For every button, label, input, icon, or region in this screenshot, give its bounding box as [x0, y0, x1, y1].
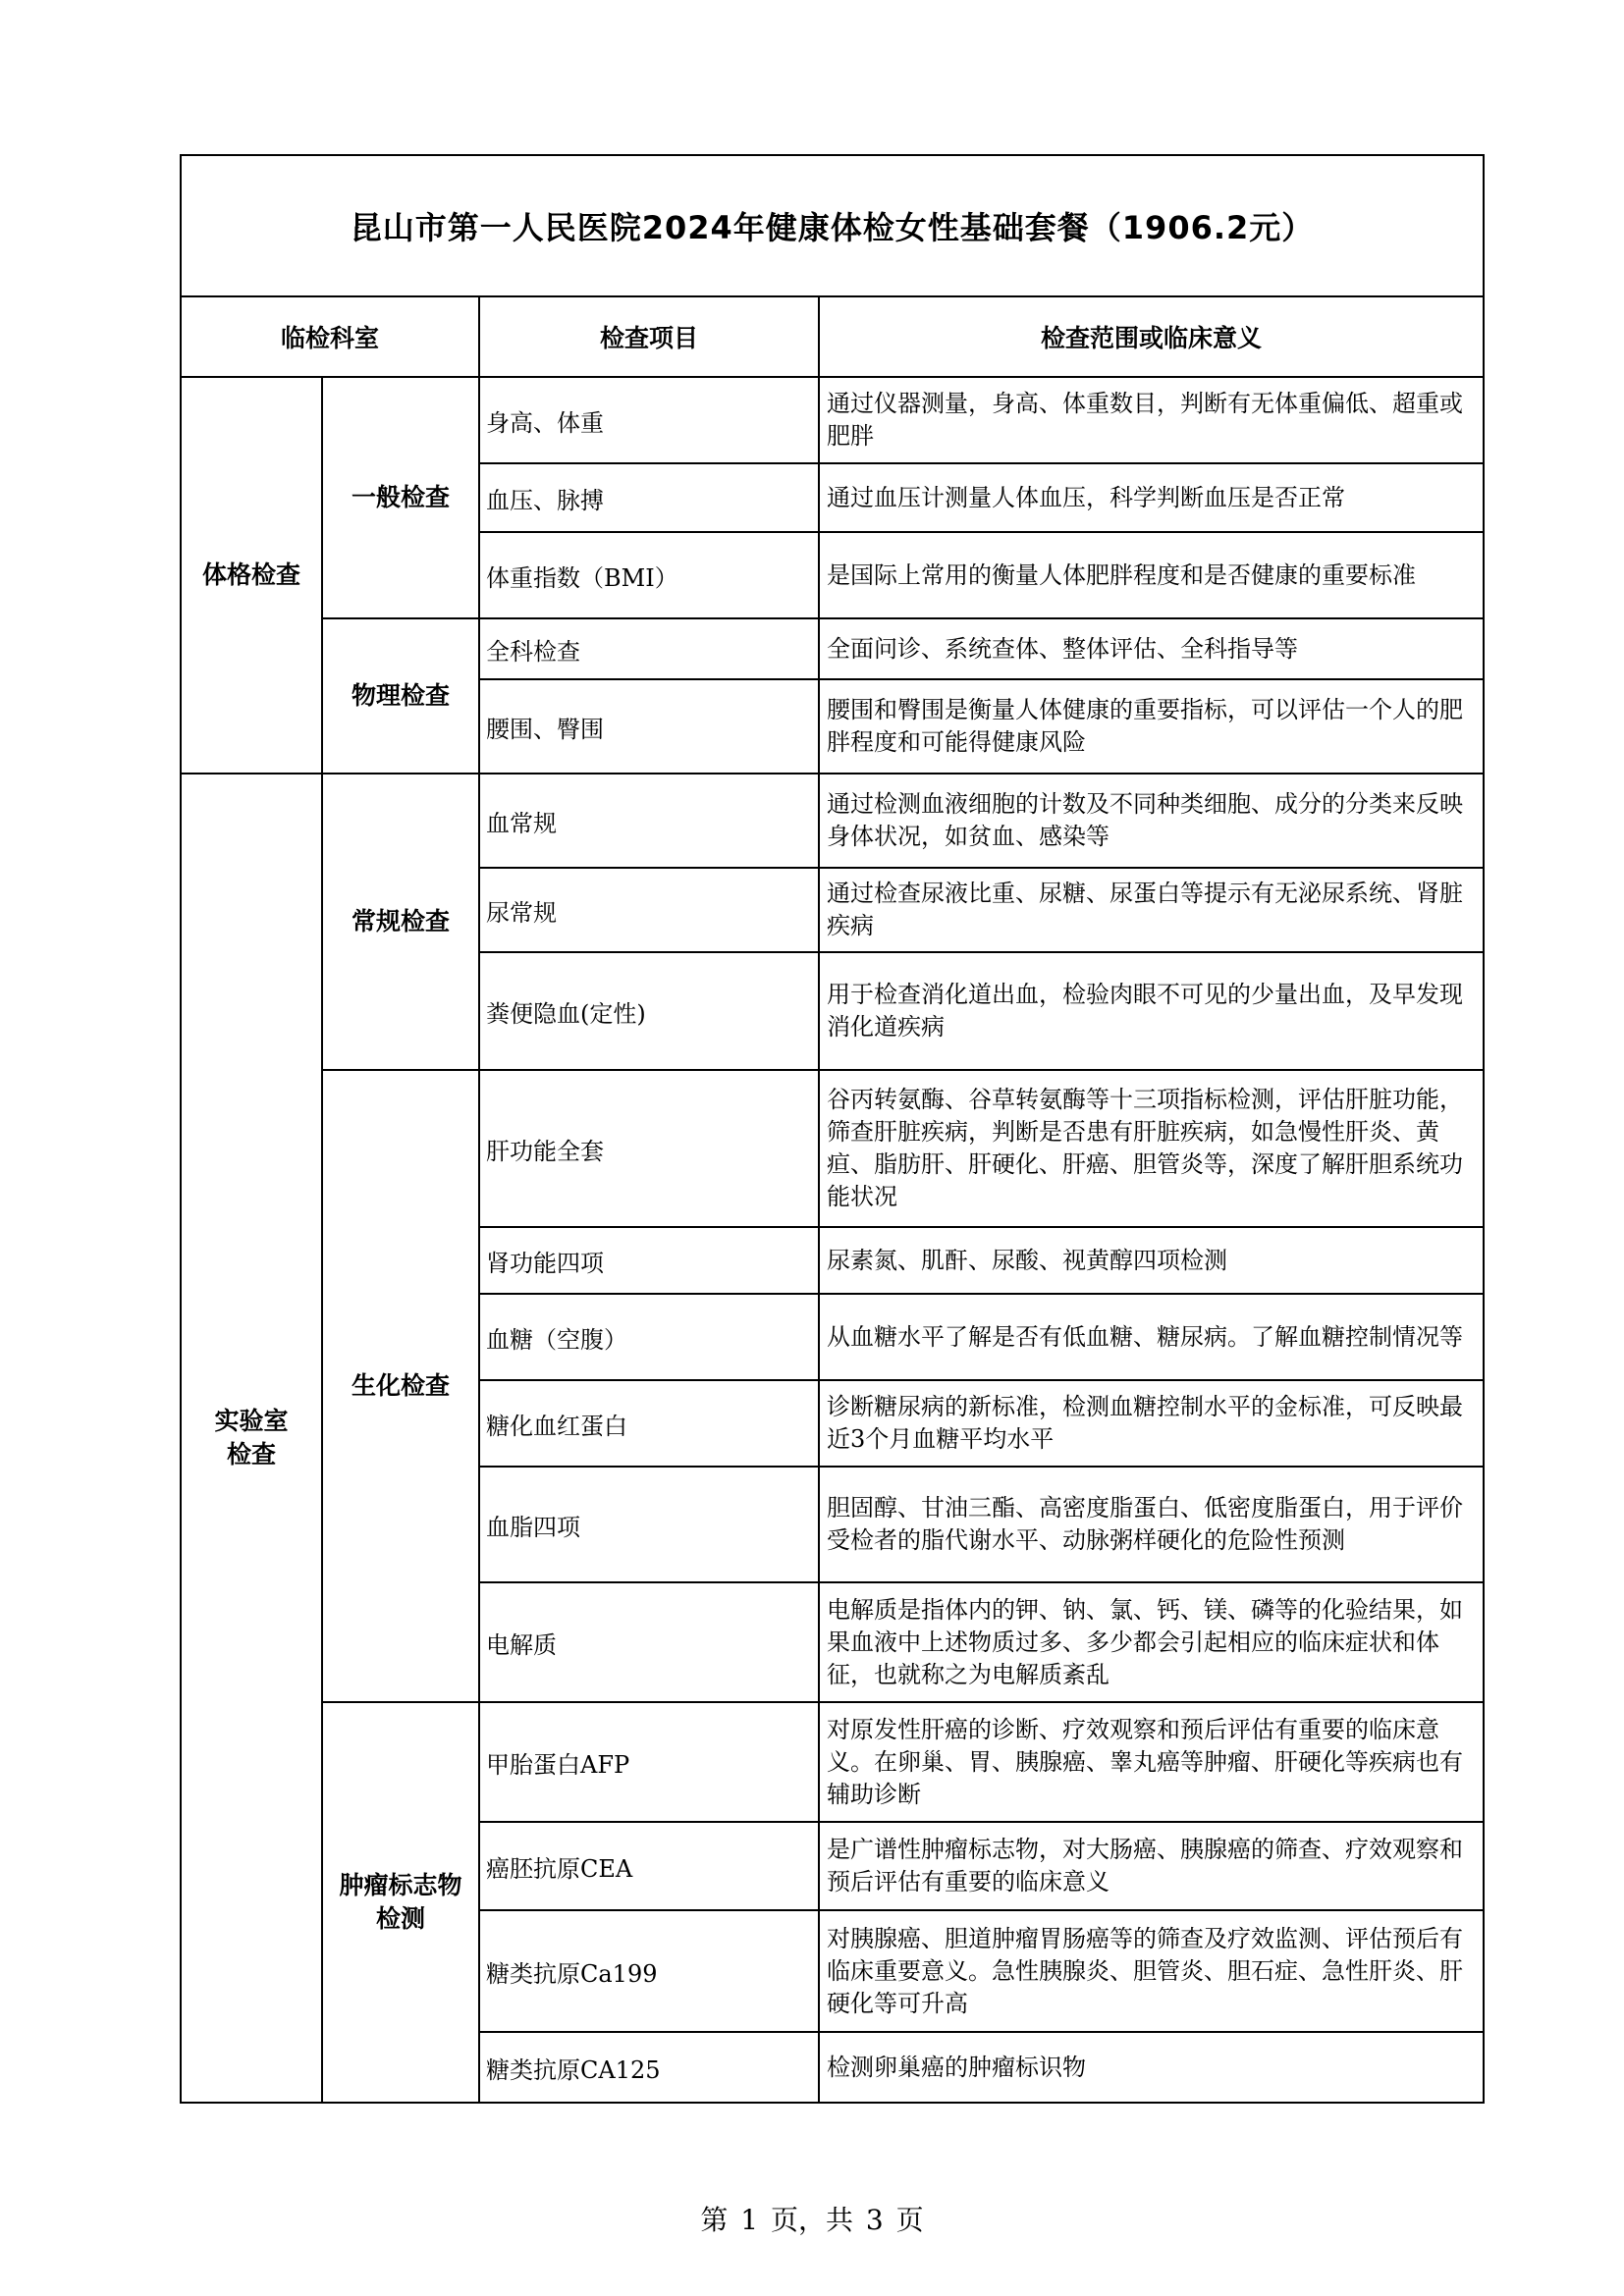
document-title: 昆山市第一人民医院2024年健康体检女性基础套餐（1906.2元） [181, 155, 1484, 296]
exam-item: 血常规 [479, 774, 819, 868]
exam-item: 糖化血红蛋白 [479, 1380, 819, 1467]
table-row [181, 377, 1484, 463]
exam-description: 是广谱性肿瘤标志物，对大肠癌、胰腺癌的筛查、疗效观察和预后评估有重要的临床意义 [819, 1822, 1484, 1910]
table-row [181, 618, 1484, 679]
exam-item: 身高、体重 [479, 377, 819, 463]
exam-package-table [180, 154, 1485, 2104]
exam-description: 用于检查消化道出血，检验肉眼不可见的少量出血，及早发现消化道疾病 [819, 952, 1484, 1070]
exam-item: 粪便隐血(定性) [479, 952, 819, 1070]
exam-item: 癌胚抗原CEA [479, 1822, 819, 1910]
subgroup-tumor-markers-line-1: 肿瘤标志物 [339, 1871, 462, 1899]
exam-item: 糖类抗原Ca199 [479, 1910, 819, 2032]
table-row [181, 1070, 1484, 1227]
exam-item: 肾功能四项 [479, 1227, 819, 1294]
exam-item: 血压、脉搏 [479, 463, 819, 532]
exam-description: 通过血压计测量人体血压，科学判断血压是否正常 [819, 463, 1484, 532]
header-department: 临检科室 [181, 296, 479, 377]
exam-item: 糖类抗原CA125 [479, 2032, 819, 2103]
exam-description: 通过检查尿液比重、尿糖、尿蛋白等提示有无泌尿系统、肾脏疾病 [819, 868, 1484, 952]
group-laboratory-exam-line-2: 检查 [226, 1440, 276, 1468]
header-exam-item: 检查项目 [479, 296, 819, 377]
exam-description: 谷丙转氨酶、谷草转氨酶等十三项指标检测，评估肝脏功能，筛查肝脏疾病，判断是否患有肝脏疾病，如急慢性肝炎、黄疸、脂肪肝、肝硬化、肝癌、胆管炎等，深度了解肝胆系统功能状况 [819, 1070, 1484, 1227]
page-footer [0, 2199, 1624, 2238]
footer-prefix: 第 [700, 2204, 729, 2236]
subgroup-general-exam: 一般检查 [322, 377, 479, 618]
exam-description: 电解质是指体内的钾、钠、氯、钙、镁、磷等的化验结果，如果血液中上述物质过多、多少都会引起相应的临床症状和体征，也就称之为电解质紊乱 [819, 1582, 1484, 1702]
subgroup-tumor-markers-line-2: 检测 [375, 1904, 425, 1933]
footer-mid: 页，共 [770, 2204, 853, 2236]
group-laboratory-exam-line-1: 实验室 [214, 1407, 289, 1435]
footer-suffix: 页 [895, 2204, 924, 2236]
exam-description: 通过检测血液细胞的计数及不同种类细胞、成分的分类来反映身体状况，如贫血、感染等 [819, 774, 1484, 868]
exam-description: 检测卵巢癌的肿瘤标识物 [819, 2032, 1484, 2103]
subgroup-tumor-markers [322, 1702, 479, 2103]
table-row [181, 774, 1484, 868]
exam-item: 尿常规 [479, 868, 819, 952]
exam-description: 通过仪器测量，身高、体重数目，判断有无体重偏低、超重或肥胖 [819, 377, 1484, 463]
exam-description: 对原发性肝癌的诊断、疗效观察和预后评估有重要的临床意义。在卵巢、胃、胰腺癌、睾丸癌等肿瘤、肝硬化等疾病也有辅助诊断 [819, 1702, 1484, 1822]
exam-description: 是国际上常用的衡量人体肥胖程度和是否健康的重要标准 [819, 532, 1484, 618]
exam-description: 对胰腺癌、胆道肿瘤胃肠癌等的筛查及疗效监测、评估预后有临床重要意义。急性胰腺炎、胆管炎、胆石症、急性肝炎、肝硬化等可升高 [819, 1910, 1484, 2032]
exam-item: 血脂四项 [479, 1467, 819, 1582]
exam-description: 腰围和臀围是衡量人体健康的重要指标，可以评估一个人的肥胖程度和可能得健康风险 [819, 679, 1484, 774]
exam-description: 诊断糖尿病的新标准，检测血糖控制水平的金标准，可反映最近3个月血糖平均水平 [819, 1380, 1484, 1467]
table-row [181, 1702, 1484, 1822]
exam-item: 甲胎蛋白AFP [479, 1702, 819, 1822]
exam-item: 血糖（空腹） [479, 1294, 819, 1380]
exam-description: 胆固醇、甘油三酯、高密度脂蛋白、低密度脂蛋白，用于评价受检者的脂代谢水平、动脉粥样硬化的危险性预测 [819, 1467, 1484, 1582]
group-laboratory-exam [181, 774, 322, 2103]
header-clinical-meaning: 检查范围或临床意义 [819, 296, 1484, 377]
exam-item: 腰围、臀围 [479, 679, 819, 774]
footer-page-number: 1 [740, 2204, 759, 2236]
footer-total-pages: 3 [865, 2204, 884, 2236]
exam-description: 尿素氮、肌酐、尿酸、视黄醇四项检测 [819, 1227, 1484, 1294]
subgroup-biochemistry-exam: 生化检查 [322, 1070, 479, 1702]
exam-description: 全面问诊、系统查体、整体评估、全科指导等 [819, 618, 1484, 679]
exam-item: 体重指数（BMI） [479, 532, 819, 618]
exam-description: 从血糖水平了解是否有低血糖、糖尿病。了解血糖控制情况等 [819, 1294, 1484, 1380]
exam-item: 肝功能全套 [479, 1070, 819, 1227]
exam-package-sheet [180, 154, 1483, 2104]
subgroup-physical-measure: 物理检查 [322, 618, 479, 774]
exam-item: 全科检查 [479, 618, 819, 679]
subgroup-routine-exam: 常规检查 [322, 774, 479, 1070]
group-physical-exam: 体格检查 [181, 377, 322, 774]
exam-item: 电解质 [479, 1582, 819, 1702]
